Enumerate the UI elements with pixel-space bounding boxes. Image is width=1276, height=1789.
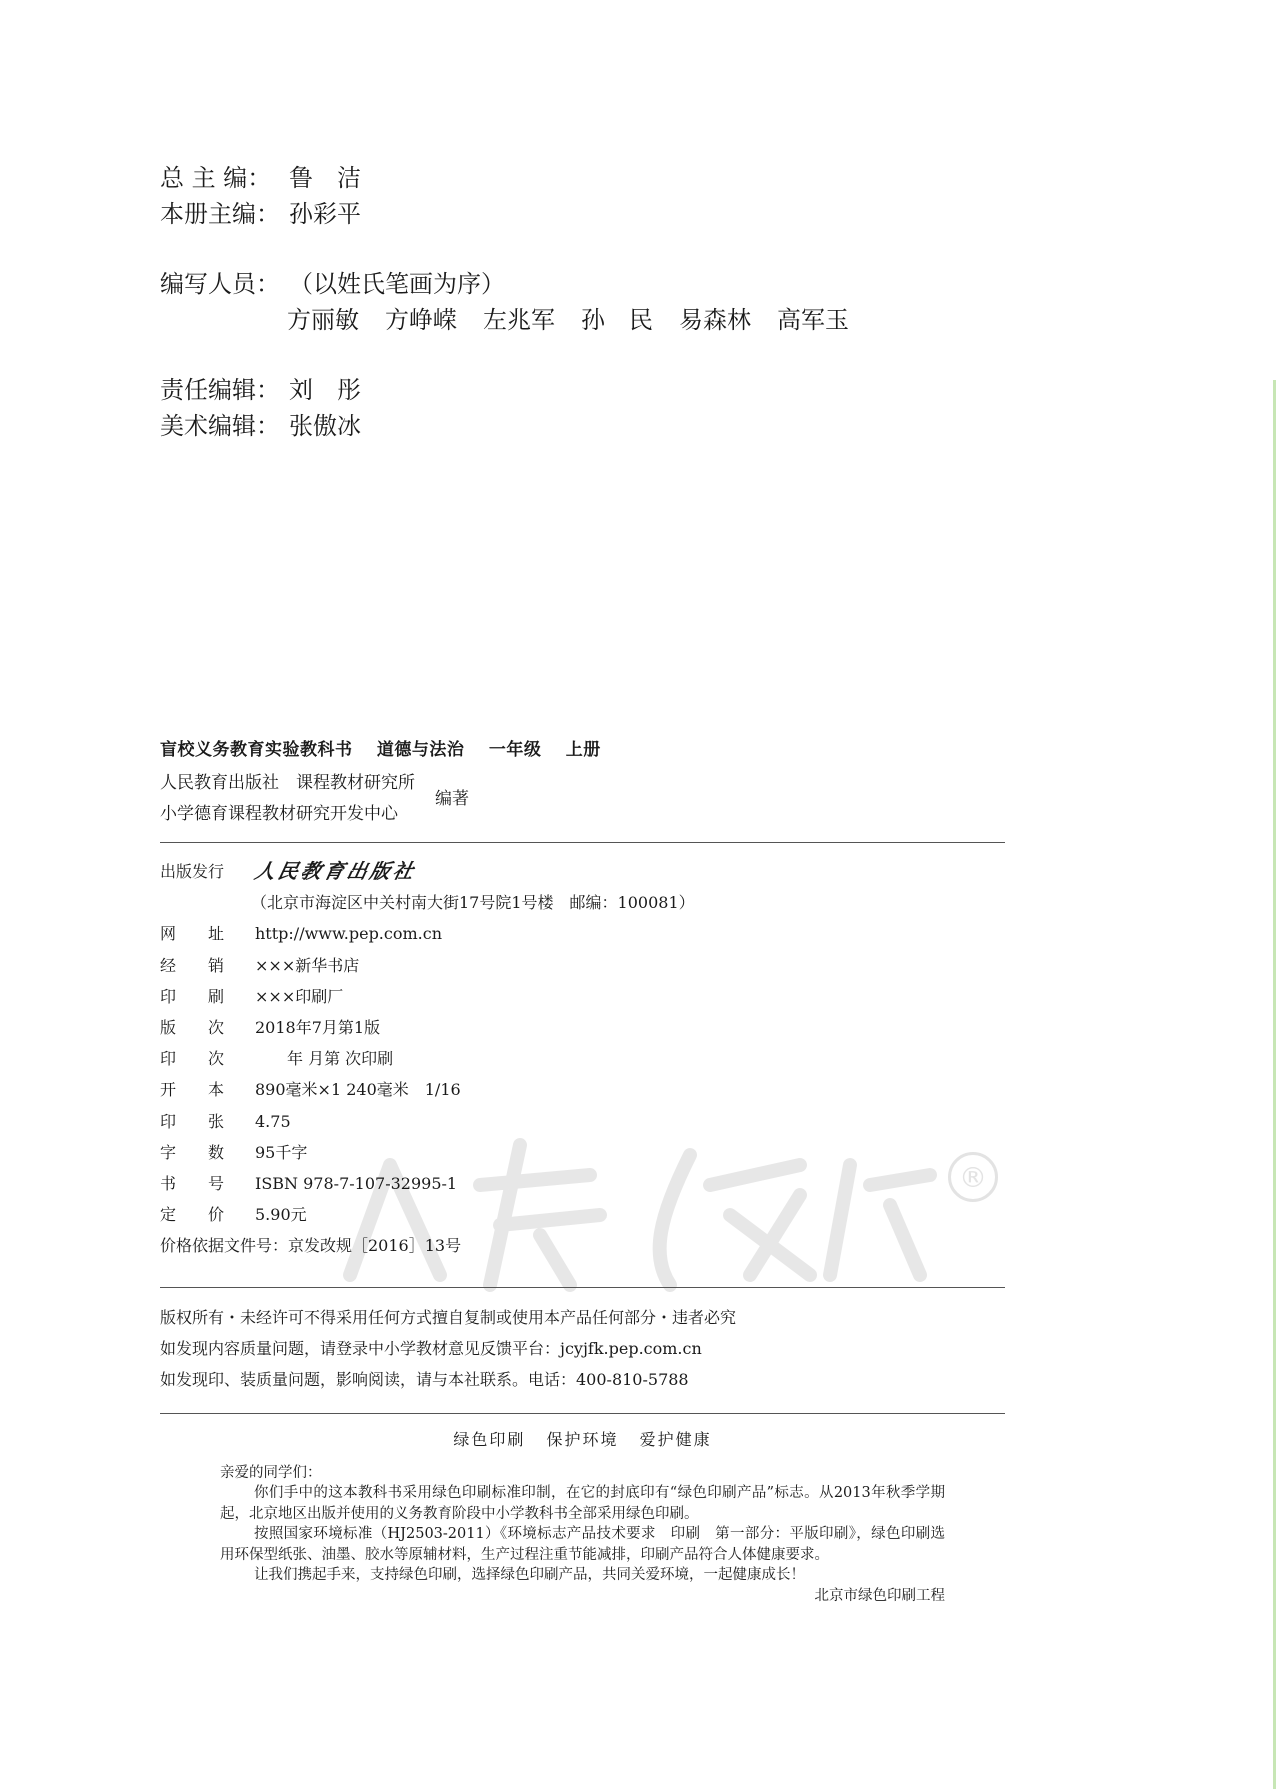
divider — [160, 1287, 1005, 1288]
info-row — [160, 1012, 695, 1043]
info-row — [160, 918, 695, 949]
info-label: 书 号 — [160, 1174, 225, 1194]
info-row — [160, 950, 695, 981]
divider — [160, 1413, 1005, 1414]
price-basis: 价格依据文件号：京发改规［2016］13号 — [160, 1236, 462, 1256]
info-value: 95千字 — [255, 1142, 308, 1162]
publisher-address: （北京市海淀区中关村南大街17号院1号楼 邮编：100081） — [251, 893, 695, 913]
info-label: 版 次 — [160, 1018, 225, 1038]
green-printing-title — [220, 1430, 945, 1451]
info-value: ×××印刷厂 — [255, 986, 344, 1006]
book-series: 盲校义务教育实验教科书 — [160, 740, 353, 760]
volume-editor-label: 本册主编： — [160, 200, 280, 228]
writer-name: 易森林 — [679, 306, 751, 334]
info-row — [160, 1043, 695, 1074]
info-label: 印 刷 — [160, 986, 225, 1006]
content-feedback-notice: 如发现内容质量问题，请登录中小学教材意见反馈平台：jcyjfk.pep.com.cn — [160, 1339, 702, 1358]
greeting: 亲爱的同学们： — [220, 1464, 322, 1481]
green-title-part: 保护环境 — [546, 1430, 619, 1449]
price-basis-row — [160, 1230, 695, 1261]
info-row — [160, 1168, 695, 1199]
book-volume: 上册 — [565, 740, 601, 760]
info-label: 印 次 — [160, 1049, 225, 1069]
info-row — [160, 1106, 695, 1137]
compilers — [160, 768, 1005, 830]
book-subject: 道德与法治 — [376, 740, 465, 760]
website-link[interactable]: http://www.pep.com.cn — [255, 924, 443, 944]
info-row — [160, 1074, 695, 1105]
writer-name: 方峥嵘 — [385, 306, 457, 334]
paragraph: 按照国家环境标准（HJ2503-2011）《环境标志产品技术要求 印刷 第一部分：平版印刷》，绿色印刷选用环保型纸张、油墨、胶水等原辅材料，生产过程注重节能减排，印刷产品符合人体健康要求。 — [220, 1526, 945, 1563]
signature: 北京市绿色印刷工程 — [814, 1587, 945, 1604]
art-editor-label: 美术编辑： — [160, 412, 280, 440]
art-editor-value: 张傲冰 — [289, 412, 361, 440]
info-row — [160, 981, 695, 1012]
chief-editor-row — [160, 160, 875, 196]
publisher-label: 出版发行 — [160, 862, 225, 881]
info-value: 2018年7月第1版 — [255, 1018, 381, 1038]
publisher-row — [160, 856, 695, 887]
responsible-editor-label: 责任编辑： — [160, 376, 280, 404]
info-value: 年 月第 次印刷 — [255, 1049, 394, 1069]
print-quality-notice: 如发现印、装质量问题，影响阅读，请与本社联系。电话：400-810-5788 — [160, 1370, 689, 1389]
publisher-logo: 人民教育出版社 — [252, 859, 419, 883]
publication-info — [160, 856, 695, 1262]
info-label: 经 销 — [160, 955, 225, 975]
writer-name: 左兆军 — [483, 306, 555, 334]
compiled-label: 编著 — [435, 788, 469, 809]
divider — [160, 842, 1005, 843]
price-value: 5.90元 — [255, 1205, 307, 1225]
volume-editor-row — [160, 196, 875, 232]
compiler-org-1: 人民教育出版社 课程教材研究所 — [160, 773, 415, 793]
chief-editor-value: 鲁 洁 — [289, 164, 361, 192]
book-imprint — [160, 735, 1005, 830]
info-row — [160, 1137, 695, 1168]
writer-name: 孙 民 — [581, 306, 653, 334]
info-label: 开 本 — [160, 1080, 225, 1100]
responsible-editor-row — [160, 372, 875, 408]
green-title-part: 绿色印刷 — [453, 1430, 526, 1449]
paragraph: 让我们携起手来，支持绿色印刷，选择绿色印刷产品，共同关爱环境，一起健康成长！ — [254, 1567, 805, 1583]
compiler-org-2: 小学德育课程教材研究开发中心 — [160, 804, 398, 824]
chief-editor-label: 总 主 编： — [160, 164, 272, 192]
info-value: 4.75 — [255, 1111, 291, 1131]
info-value: ×××新华书店 — [255, 955, 360, 975]
writers-list — [287, 302, 875, 338]
green-title-part: 爱护健康 — [639, 1430, 712, 1449]
isbn-value: ISBN 978-7-107-32995-1 — [255, 1174, 458, 1194]
book-grade: 一年级 — [488, 740, 542, 760]
notices — [160, 1302, 736, 1395]
writers-row — [160, 266, 875, 302]
responsible-editor-value: 刘 彤 — [289, 376, 361, 404]
art-editor-row — [160, 408, 875, 444]
info-label: 网 址 — [160, 924, 225, 944]
info-label: 定 价 — [160, 1205, 225, 1225]
writers-label: 编写人员： — [160, 270, 280, 298]
info-value: 890毫米×1 240毫米 1/16 — [255, 1080, 461, 1100]
paragraph: 你们手中的这本教科书采用绿色印刷标准印制，在它的封底印有“绿色印刷产品”标志。从2013年秋季学期起，北京地区出版并使用的义务教育阶段中小学教科书全部采用绿色印刷。 — [220, 1485, 945, 1522]
writer-name: 方丽敏 — [287, 306, 359, 334]
green-printing-notice — [220, 1430, 945, 1606]
book-title — [160, 735, 1005, 760]
writers-note: （以姓氏笔画为序） — [289, 270, 505, 298]
info-label: 印 张 — [160, 1111, 225, 1131]
writer-name: 高军玉 — [777, 306, 849, 334]
volume-editor-value: 孙彩平 — [289, 200, 361, 228]
credits-block — [160, 160, 875, 444]
copyright-notice: 版权所有・未经许可不得采用任何方式擅自复制或使用本产品任何部分・违者必究 — [160, 1308, 737, 1327]
info-label: 字 数 — [160, 1142, 225, 1162]
registered-mark: ® — [948, 1152, 998, 1202]
info-row — [160, 1199, 695, 1230]
